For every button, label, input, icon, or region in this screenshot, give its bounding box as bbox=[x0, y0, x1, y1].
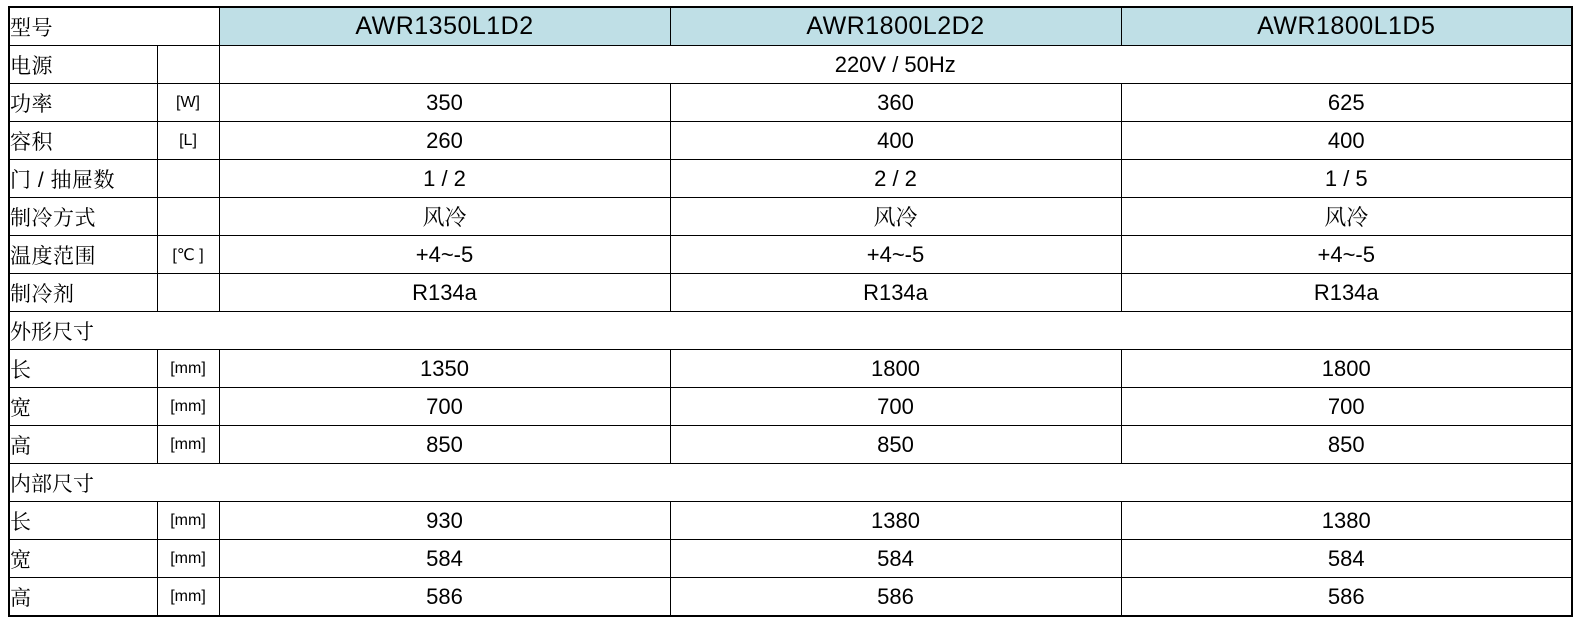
model-header-3: AWR1800L1D5 bbox=[1121, 7, 1572, 46]
row-value-3: 1380 bbox=[1121, 502, 1572, 540]
row-unit: [mm] bbox=[157, 426, 219, 464]
row-label: 高 bbox=[9, 578, 157, 617]
row-unit: [mm] bbox=[157, 388, 219, 426]
row-value-2: 586 bbox=[670, 578, 1121, 617]
row-value-1: 260 bbox=[219, 122, 670, 160]
row-value-2: 360 bbox=[670, 84, 1121, 122]
table-row bbox=[9, 84, 1572, 122]
row-label: 制冷方式 bbox=[9, 198, 157, 236]
row-unit: [mm] bbox=[157, 502, 219, 540]
row-value-3: R134a bbox=[1121, 274, 1572, 312]
row-unit bbox=[157, 160, 219, 198]
header-label-model: 型号 bbox=[9, 7, 219, 46]
table-row bbox=[9, 388, 1572, 426]
table-row bbox=[9, 350, 1572, 388]
specification-table bbox=[8, 6, 1573, 617]
row-value-1: R134a bbox=[219, 274, 670, 312]
row-unit: [mm] bbox=[157, 540, 219, 578]
row-value-span: 220V / 50Hz bbox=[219, 46, 1572, 84]
row-label: 电源 bbox=[9, 46, 157, 84]
row-label: 功率 bbox=[9, 84, 157, 122]
row-unit bbox=[157, 46, 219, 84]
row-unit: [mm] bbox=[157, 578, 219, 617]
row-value-3: +4~-5 bbox=[1121, 236, 1572, 274]
section-heading: 外形尺寸 bbox=[9, 312, 1572, 350]
row-value-1: 1 / 2 bbox=[219, 160, 670, 198]
model-header-1: AWR1350L1D2 bbox=[219, 7, 670, 46]
model-header-2: AWR1800L2D2 bbox=[670, 7, 1121, 46]
row-value-1: 584 bbox=[219, 540, 670, 578]
row-value-2: +4~-5 bbox=[670, 236, 1121, 274]
row-value-2: 风冷 bbox=[670, 198, 1121, 236]
row-label: 长 bbox=[9, 350, 157, 388]
row-value-2: 584 bbox=[670, 540, 1121, 578]
table-row bbox=[9, 578, 1572, 617]
table-row bbox=[9, 540, 1572, 578]
row-value-1: 1350 bbox=[219, 350, 670, 388]
row-value-3: 1 / 5 bbox=[1121, 160, 1572, 198]
table-body bbox=[9, 7, 1572, 616]
row-value-3: 850 bbox=[1121, 426, 1572, 464]
table-row bbox=[9, 502, 1572, 540]
row-value-3: 1800 bbox=[1121, 350, 1572, 388]
row-value-2: 700 bbox=[670, 388, 1121, 426]
row-unit: [L] bbox=[157, 122, 219, 160]
row-label: 长 bbox=[9, 502, 157, 540]
row-value-3: 风冷 bbox=[1121, 198, 1572, 236]
row-value-2: 1800 bbox=[670, 350, 1121, 388]
table-row bbox=[9, 464, 1572, 502]
row-label: 宽 bbox=[9, 540, 157, 578]
row-value-3: 700 bbox=[1121, 388, 1572, 426]
row-value-2: 1380 bbox=[670, 502, 1121, 540]
row-label: 容积 bbox=[9, 122, 157, 160]
table-row bbox=[9, 426, 1572, 464]
row-label: 宽 bbox=[9, 388, 157, 426]
row-unit: [mm] bbox=[157, 350, 219, 388]
section-heading: 内部尺寸 bbox=[9, 464, 1572, 502]
table-row bbox=[9, 160, 1572, 198]
row-value-1: 350 bbox=[219, 84, 670, 122]
row-value-1: +4~-5 bbox=[219, 236, 670, 274]
row-unit bbox=[157, 198, 219, 236]
row-value-2: 850 bbox=[670, 426, 1121, 464]
table-row bbox=[9, 236, 1572, 274]
table-row bbox=[9, 274, 1572, 312]
row-unit: [W] bbox=[157, 84, 219, 122]
row-value-3: 400 bbox=[1121, 122, 1572, 160]
row-value-2: R134a bbox=[670, 274, 1121, 312]
table-row bbox=[9, 46, 1572, 84]
table-row bbox=[9, 312, 1572, 350]
row-value-2: 2 / 2 bbox=[670, 160, 1121, 198]
row-label: 门 / 抽屉数 bbox=[9, 160, 157, 198]
row-value-1: 586 bbox=[219, 578, 670, 617]
row-label: 制冷剂 bbox=[9, 274, 157, 312]
row-value-3: 625 bbox=[1121, 84, 1572, 122]
row-value-3: 586 bbox=[1121, 578, 1572, 617]
row-unit bbox=[157, 274, 219, 312]
table-header-row bbox=[9, 7, 1572, 46]
table-row bbox=[9, 198, 1572, 236]
row-label: 温度范围 bbox=[9, 236, 157, 274]
row-unit: [℃ ] bbox=[157, 236, 219, 274]
row-value-1: 风冷 bbox=[219, 198, 670, 236]
row-value-1: 850 bbox=[219, 426, 670, 464]
row-value-1: 930 bbox=[219, 502, 670, 540]
row-value-2: 400 bbox=[670, 122, 1121, 160]
row-value-3: 584 bbox=[1121, 540, 1572, 578]
row-label: 高 bbox=[9, 426, 157, 464]
row-value-1: 700 bbox=[219, 388, 670, 426]
table-row bbox=[9, 122, 1572, 160]
